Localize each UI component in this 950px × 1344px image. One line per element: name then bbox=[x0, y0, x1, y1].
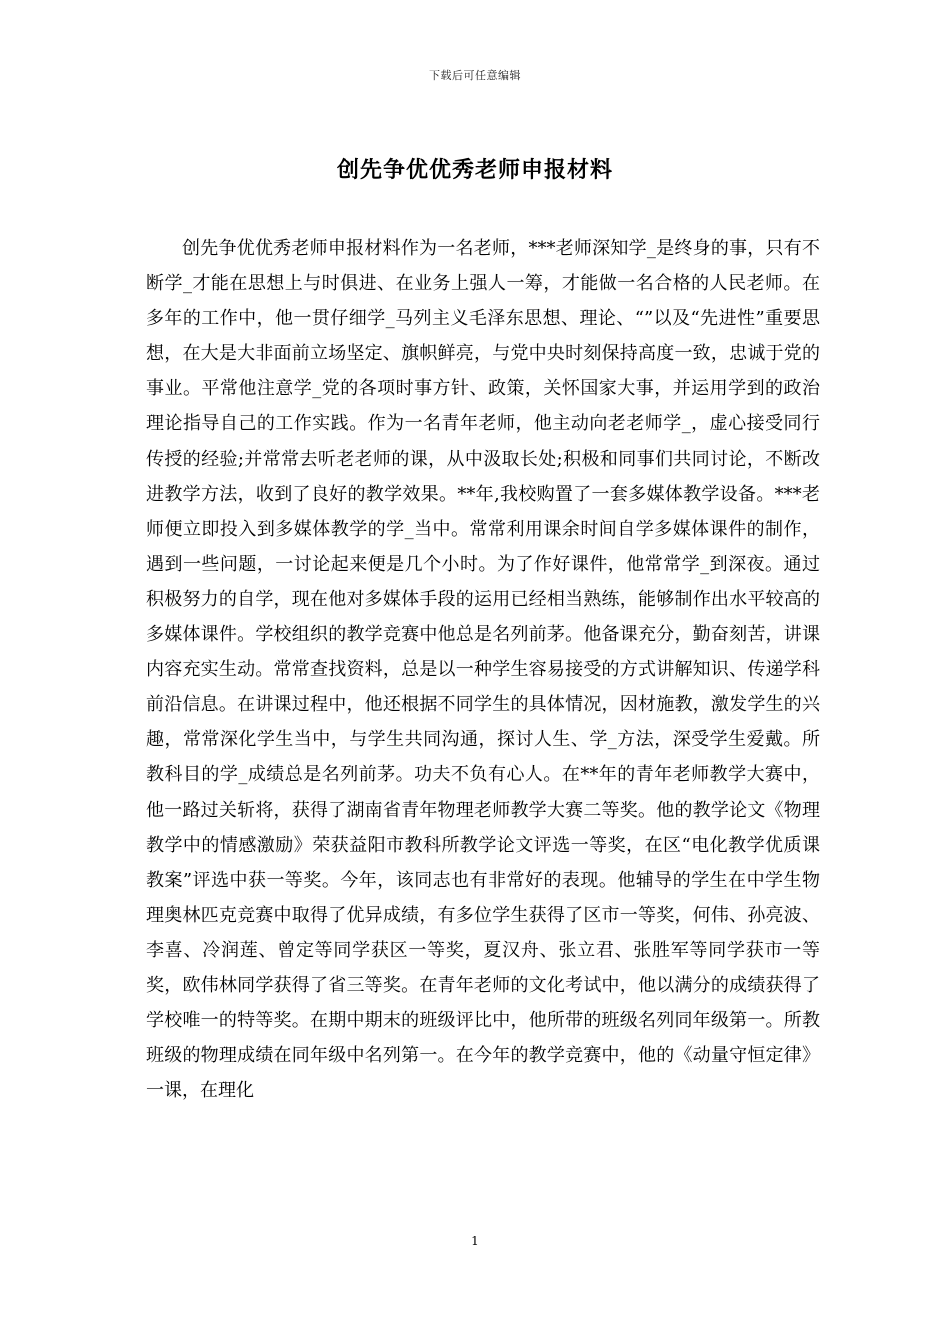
page-number: 1 bbox=[471, 1234, 479, 1248]
body-paragraph: 创先争优优秀老师申报材料作为一名老师，***老师深知学_是终身的事，只有不断学_才能在思想上与时俱进、在业务上强人一筹，才能做一名合格的人民老师。在多年的工作中，他一贯仔细学_马列主义毛泽东思想、理论、“”以及“先进性”重要思想，在大是大非面前立场坚定、旗帜鲜亮，与党中央时刻保持高度一致，忠诚于党的事业。平常他注意学_党的各项时事方针、政策，关怀国家大事，并运用学到的政治理论指导自己的工作实践。作为一名青年老师，他主动向老老师学_，虚心接受同行传授的经验;并常常去听老老师的课，从中汲取长处;积极和同事们共同讨论，不断改进教学方法，收到了良好的教学效果。**年,我校购置了一套多媒体教学设备。***老师便立即投入到多媒体教学的学_当中。常常利用课余时间自学多媒体课件的制作，遇到一些问题，一讨论起来便是几个小时。为了作好课件，他常常学_到深夜。通过积极努力的自学，现在他对多媒体手段的运用已经相当熟练，能够制作出水平较高的多媒体课件。学校组织的教学竞赛中他总是名列前茅。他备课充分，勤奋刻苦，讲课内容充实生动。常常查找资料，总是以一种学生容易接受的方式讲解知识、传递学科前沿信息。在讲课过程中，他还根据不同学生的具体情况，因材施教，激发学生的兴趣，常常深化学生当中，与学生共同沟通，探讨人生、学_方法，深受学生爱戴。所教科目的学_成绩总是名列前茅。功夫不负有心人。在**年的青年老师教学大赛中，他一路过关斩将，获得了湖南省青年物理老师教学大赛二等奖。他的教学论文《物理教学中的情感激励》荣获益阳市教科所教学论文评选一等奖，在区“电化教学优质课教案”评选中获一等奖。今年，该同志也有非常好的表现。他辅导的学生在中学生物理奥林匹克竞赛中取得了优异成绩，有多位学生获得了区市一等奖，何伟、孙亮波、李喜、冷润莲、曾定等同学获区一等奖，夏汉舟、张立君、张胜军等同学获市一等奖，欧伟林同学获得了省三等奖。在青年老师的文化考试中，他以满分的成绩获得了学校唯一的特等奖。在期中期末的班级评比中，他所带的班级名列同年级第一。所教班级的物理成绩在同年级中名列第一。在今年的教学竞赛中，他的《动量守恒定律》一课，在理化 bbox=[146, 238, 820, 1102]
document-title: 创先争优优秀老师申报材料 bbox=[336, 157, 613, 183]
header-note: 下载后可任意编辑 bbox=[429, 69, 521, 82]
